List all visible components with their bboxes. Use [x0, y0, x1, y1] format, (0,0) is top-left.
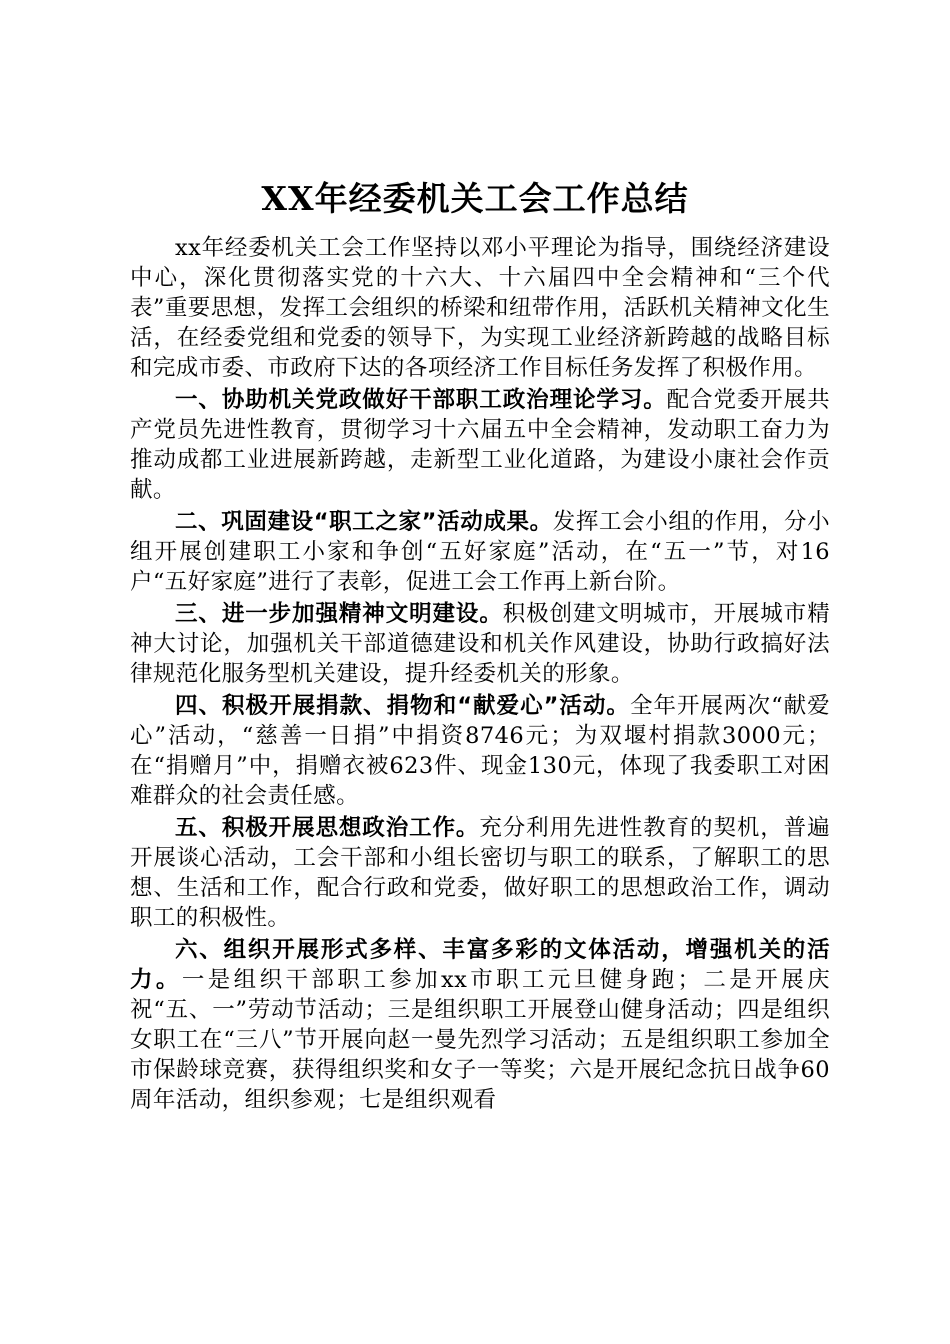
paragraph-heading: 一、协助机关党政做好干部职工政治理论学习。: [175, 387, 667, 413]
paragraph-heading: 五、积极开展思想政治工作。: [175, 815, 480, 841]
paragraph-heading: 四、积极开展捐款、捐物和“献爱心”活动。: [175, 693, 630, 719]
paragraph-section-5: [130, 813, 830, 933]
paragraph-text: 发挥工会小组的作用，分小组开展创建职工小家和争创“五好家庭”活动，在“五一”节，对16户“五好家庭”进行了表彰，促进工会工作再上新台阶。: [130, 509, 830, 595]
paragraph-intro: [130, 233, 830, 383]
paragraph-heading: 六、组织开展形式多样、丰富多彩的文体活动，增强机关的活力。: [130, 937, 830, 993]
paragraph-text: 配合党委开展共产党员先进性教育，贯彻学习十六届五中全会精神，发动职工奋力为推动成都工业进展新跨越，走新型工业化道路，为建设小康社会作贡献。: [130, 387, 830, 503]
paragraph-text: 积极创建文明城市，开展城市精神大讨论，加强机关干部道德建设和机关作风建设，协助行政搞好法律规范化服务型机关建设，提升经委机关的形象。: [130, 601, 830, 687]
paragraph-text: xx年经委机关工会工作坚持以邓小平理论为指导，围绕经济建设中心，深化贯彻落实党的十六大、十六届四中全会精神和“三个代表”重要思想，发挥工会组织的桥梁和纽带作用，活跃机关精神文化生活，在经委党组和党委的领导下，为实现工业经济新跨越的战略目标和完成市委、市政府下达的各项经济工作目标任务发挥了积极作用。: [130, 235, 830, 381]
paragraph-text: 一是组织干部职工参加xx市职工元旦健身跑；二是开展庆祝“五、一”劳动节活动；三是组织职工开展登山健身活动；四是组织女职工在“三八”节开展向赵一曼先烈学习活动；五是组织职工参加全市保龄球竞赛，获得组织奖和女子一等奖；六是开展纪念抗日战争60周年活动，组织参观；七是组织观看: [130, 967, 830, 1113]
paragraph-section-1: [130, 385, 830, 505]
paragraph-section-4: [130, 691, 830, 811]
paragraph-section-3: [130, 599, 830, 689]
document-body: [130, 233, 830, 1115]
document-title: XX年经委机关工会工作总结: [261, 179, 689, 218]
paragraph-heading: 二、巩固建设“职工之家”活动成果。: [175, 509, 553, 535]
paragraph-section-6: [130, 935, 830, 1115]
paragraph-section-2: [130, 507, 830, 597]
paragraph-heading: 三、进一步加强精神文明建设。: [175, 601, 503, 627]
paragraph-text: 充分利用先进性教育的契机，普遍开展谈心活动，工会干部和小组长密切与职工的联系，了解职工的思想、生活和工作，配合行政和党委，做好职工的思想政治工作，调动职工的积极性。: [130, 815, 830, 931]
paragraph-text: 全年开展两次“献爱心”活动，“慈善一日捐”中捐资8746元；为双堰村捐款3000元；在“捐赠月”中，捐赠衣被623件、现金130元，体现了我委职工对困难群众的社会责任感。: [130, 693, 831, 809]
